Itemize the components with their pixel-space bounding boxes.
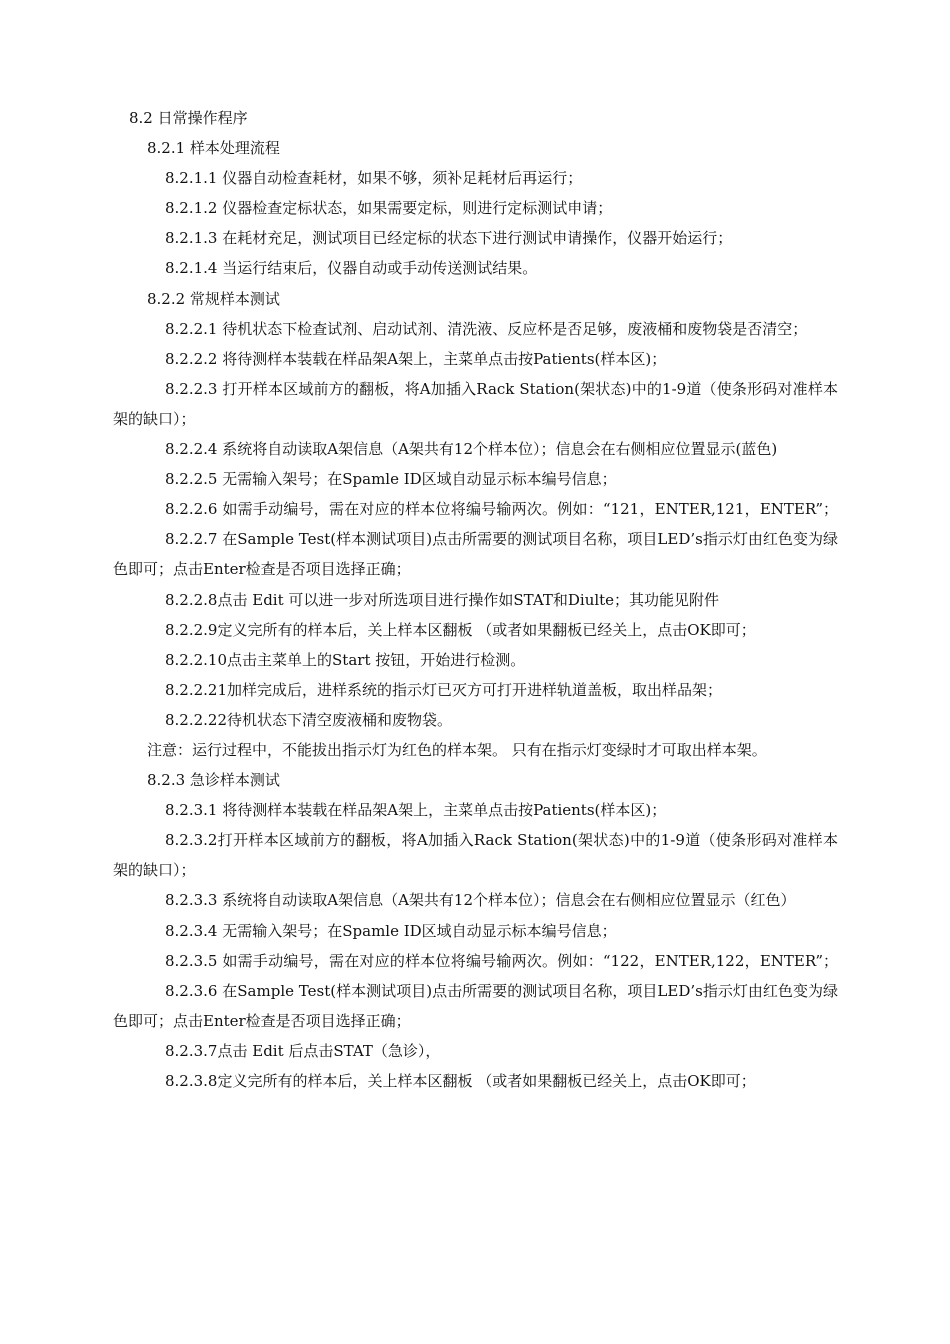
procedure-step: 8.2.2.3 打开样本区域前方的翻板，将A加插入Rack Station(架状态)中的1-9道（使条形码对准样本架的缺口）；	[113, 379, 838, 428]
procedure-step: 8.2.3.2打开样本区域前方的翻板，将A加插入Rack Station(架状态)中的1-9道（使条形码对准样本架的缺口）；	[113, 831, 838, 880]
procedure-step: 8.2.3.1 将待测样本装载在样品架A架上，主菜单点击按Patients(样本区)；	[165, 801, 667, 820]
procedure-step: 8.2.1.4 当运行结束后，仪器自动或手动传送测试结果。	[165, 259, 538, 278]
procedure-step: 8.2.1.2 仪器检查定标状态，如果需要定标，则进行定标测试申请；	[165, 199, 613, 218]
procedure-step: 8.2.3.7点击 Edit 后点击STAT（急诊），	[165, 1041, 441, 1060]
subsection-heading: 8.2.1 样本处理流程	[147, 139, 280, 158]
document-body	[113, 103, 838, 1096]
procedure-step: 8.2.3.8定义完所有的样本后，关上样本区翻板 （或者如果翻板已经关上，点击OK即可；	[165, 1072, 756, 1090]
section-heading: 8.2 日常操作程序	[129, 109, 248, 127]
procedure-step: 8.2.3.3 系统将自动读取A架信息（A架共有12个样本位）；信息会在右侧相应位置显示（红色）	[165, 891, 796, 910]
procedure-step: 8.2.2.21加样完成后，进样系统的指示灯已灭方可打开进样轨道盖板，取出样品架；	[165, 680, 723, 699]
procedure-step: 8.2.2.2 将待测样本装载在样品架A架上，主菜单点击按Patients(样本区)；	[165, 349, 667, 368]
procedure-step: 8.2.2.1 待机状态下检查试剂、启动试剂、清洗液、反应杯是否足够，废液桶和废物袋是否清空；	[165, 319, 808, 338]
procedure-step: 8.2.2.5 无需输入架号；在Spamle ID区域自动显示标本编号信息；	[165, 470, 617, 489]
procedure-step: 8.2.2.6 如需手动编号，需在对应的样本位将编号输两次。例如：“121，ENTER,121，ENTER”；	[165, 500, 838, 519]
note-paragraph: 注意：运行过程中，不能拔出指示灯为红色的样本架。 只有在指示灯变绿时才可取出样本架。	[147, 740, 767, 759]
procedure-step: 8.2.2.4 系统将自动读取A架信息（A架共有12个样本位）；信息会在右侧相应位置显示(蓝色)	[165, 440, 778, 459]
subsection-heading: 8.2.2 常规样本测试	[147, 289, 280, 308]
procedure-step: 8.2.2.7 在Sample Test(样本测试项目)点击所需要的测试项目名称，项目LED’s指示灯由红色变为绿色即可；点击Enter检查是否项目选择正确；	[113, 530, 838, 579]
subsection-heading: 8.2.3 急诊样本测试	[147, 771, 280, 790]
procedure-step: 8.2.1.3 在耗材充足，测试项目已经定标的状态下进行测试申请操作，仪器开始运行；	[165, 229, 733, 248]
procedure-step: 8.2.2.10点击主菜单上的Start 按钮，开始进行检测。	[165, 650, 526, 669]
procedure-step: 8.2.2.9定义完所有的样本后，关上样本区翻板 （或者如果翻板已经关上，点击OK即可；	[165, 620, 756, 639]
procedure-step: 8.2.2.22待机状态下清空废液桶和废物袋。	[165, 710, 453, 729]
procedure-step: 8.2.3.6 在Sample Test(样本测试项目)点击所需要的测试项目名称，项目LED’s指示灯由红色变为绿色即可；点击Enter检查是否项目选择正确；	[113, 981, 838, 1030]
procedure-step: 8.2.1.1 仪器自动检查耗材，如果不够，须补足耗材后再运行；	[165, 169, 583, 188]
procedure-step: 8.2.3.4 无需输入架号；在Spamle ID区域自动显示标本编号信息；	[165, 921, 617, 940]
procedure-step: 8.2.2.8点击 Edit 可以进一步对所选项目进行操作如STAT和Diulte；其功能见附件	[165, 590, 720, 609]
procedure-step: 8.2.3.5 如需手动编号，需在对应的样本位将编号输两次。例如：“122，ENTER,122，ENTER”；	[165, 951, 838, 970]
